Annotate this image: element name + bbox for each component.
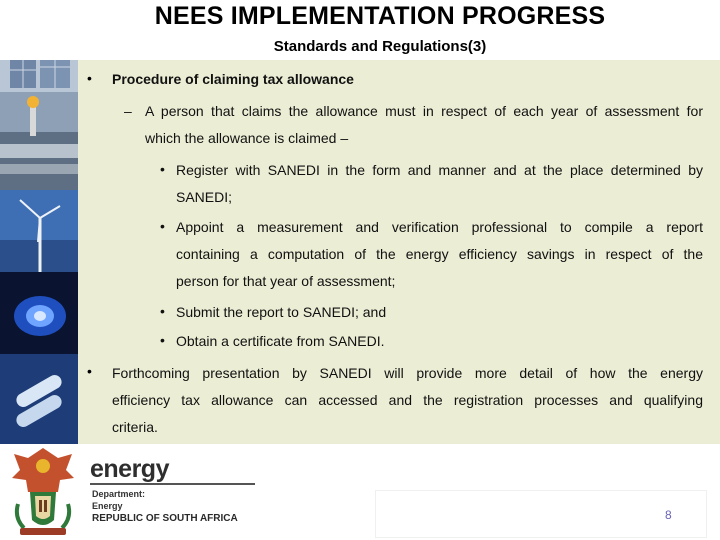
slide-subtitle: Standards and Regulations(3) (273, 38, 487, 55)
photo-strip (0, 0, 78, 444)
item-bullet: • (160, 303, 165, 319)
bullet1-heading: Procedure of claiming tax allowance (112, 71, 354, 87)
item2-line2: containing a computation of the energy efficiency savings in respect of the (176, 246, 703, 262)
bullet-marker: • (87, 363, 92, 379)
item-bullet: • (160, 218, 165, 234)
department-name: Energy (92, 501, 123, 511)
sub-line-2: which the allowance is claimed – (145, 130, 349, 146)
department-label: Department: (92, 489, 146, 499)
bullet2-line3: criteria. (112, 419, 158, 435)
country-name: REPUBLIC OF SOUTH AFRICA (92, 513, 238, 524)
item-bullet: • (160, 332, 165, 348)
gas-pipeline-photo (0, 92, 78, 190)
item2-line1: Appoint a measurement and verification professional to compile a report (176, 219, 703, 235)
energy-rule (90, 483, 255, 485)
item4-line1: Obtain a certificate from SANEDI. (176, 333, 385, 349)
item2-line3: person for that year of assessment; (176, 273, 396, 289)
dash-marker: – (124, 103, 132, 119)
page-number: 8 (665, 508, 672, 522)
slide-title: NEES IMPLEMENTATION PROGRESS (154, 2, 606, 30)
sub-line-1: A person that claims the allowance must in respect of each year of assessment for (145, 103, 703, 119)
page-number-box (375, 490, 707, 538)
cfl-bulb-photo (0, 354, 78, 444)
coat-of-arms-logo (8, 444, 78, 540)
item1-line2: SANEDI; (176, 189, 233, 205)
bullet-marker: • (87, 70, 92, 86)
gas-flame-photo (0, 272, 78, 354)
item3-line1: Submit the report to SANEDI; and (176, 304, 387, 320)
wind-turbine-photo (0, 190, 78, 272)
bullet2-line1: Forthcoming presentation by SANEDI will provide more detail of how the energy (112, 365, 703, 381)
bullet2-line2: efficiency tax allowance can accessed and the registration processes and qualifying (112, 392, 703, 408)
energy-wordmark: energy (90, 455, 169, 483)
item-bullet: • (160, 161, 165, 177)
item1-line1: Register with SANEDI in the form and manner and at the place determined by (176, 162, 703, 178)
